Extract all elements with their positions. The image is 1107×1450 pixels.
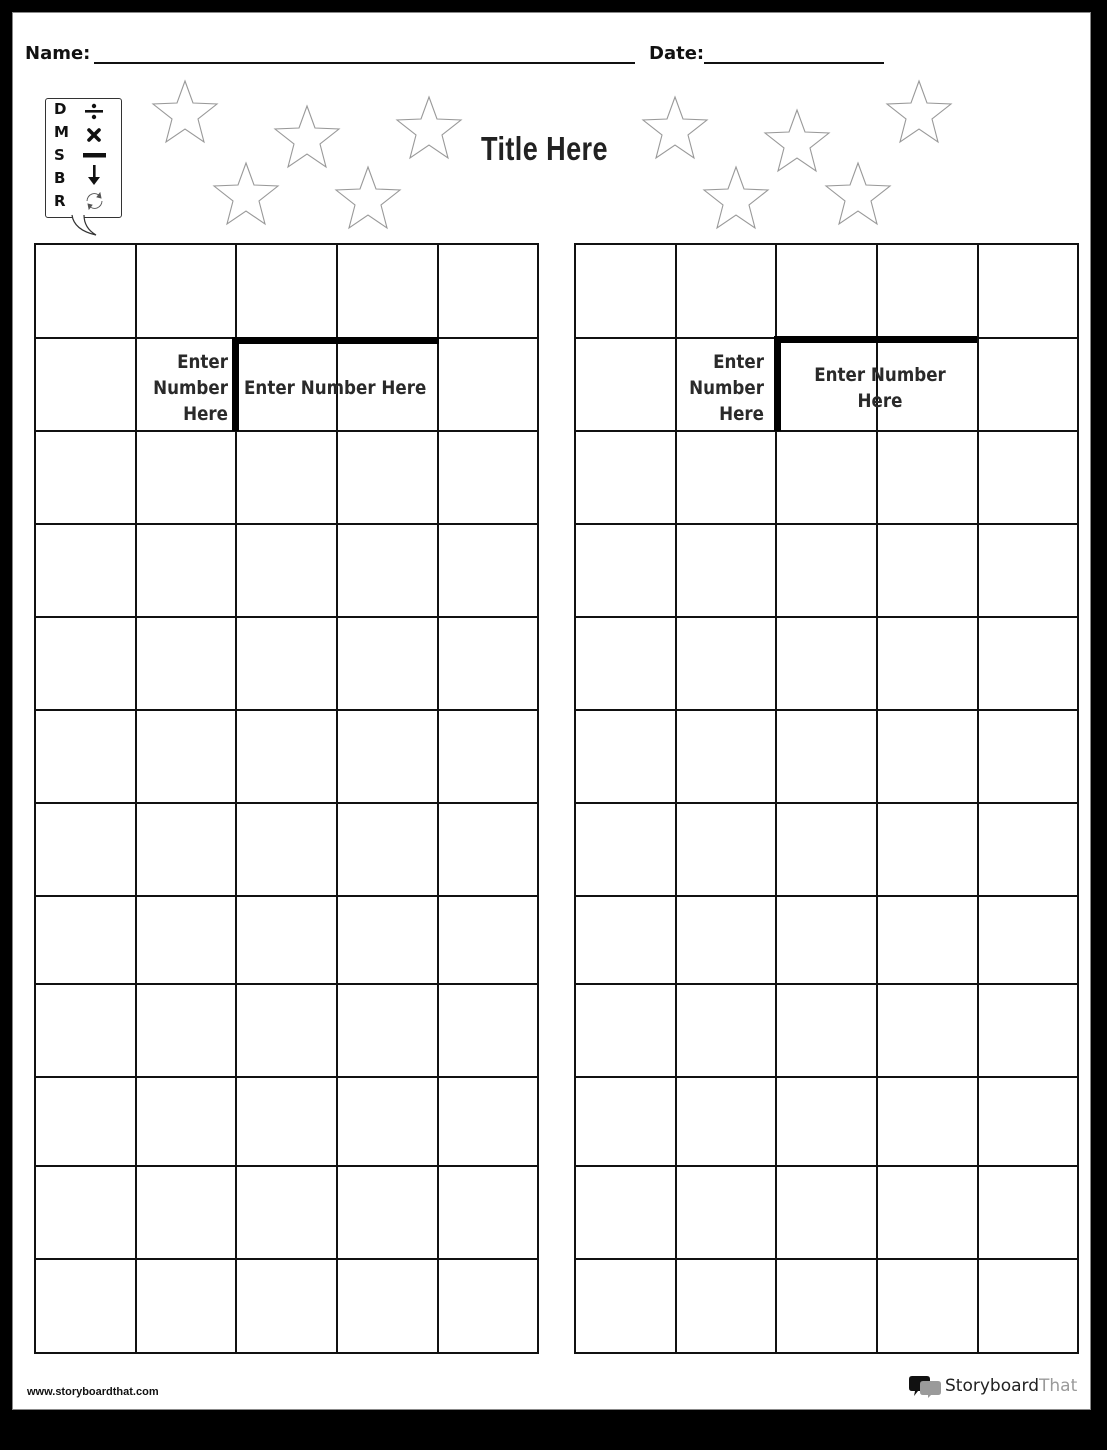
decorative-stars bbox=[0, 0, 1107, 240]
division-bracket-top bbox=[774, 336, 977, 343]
page-title[interactable]: Title Here bbox=[481, 130, 608, 167]
star-icon bbox=[336, 167, 400, 228]
star-icon bbox=[887, 81, 951, 142]
star-icon bbox=[214, 163, 278, 224]
dividend-input[interactable]: Enter Number Here bbox=[814, 364, 946, 412]
star-icon bbox=[704, 167, 768, 228]
dmsbr-letter-m: M bbox=[54, 123, 69, 141]
dmsbr-letter-d: D bbox=[54, 100, 67, 118]
division-bracket-top bbox=[232, 337, 439, 344]
date-label: Date: bbox=[649, 43, 705, 64]
dmsbr-letter-b: B bbox=[54, 169, 66, 187]
brand-secondary: That bbox=[1039, 1376, 1078, 1396]
left-long-division-grid[interactable] bbox=[34, 243, 539, 1354]
dmsbr-letter-r: R bbox=[54, 192, 66, 210]
star-icon bbox=[765, 110, 829, 171]
dividend-input[interactable]: Enter Number Here bbox=[244, 377, 427, 399]
star-icon bbox=[397, 97, 461, 158]
divisor-input[interactable]: Enter Number Here bbox=[153, 351, 228, 425]
dmsbr-letter-s: S bbox=[54, 146, 65, 164]
divisor-input[interactable]: Enter Number Here bbox=[689, 351, 764, 425]
name-label: Name: bbox=[25, 43, 91, 64]
chat-bubbles-icon bbox=[909, 1374, 943, 1398]
star-icon bbox=[153, 81, 217, 142]
right-long-division-grid[interactable] bbox=[574, 243, 1079, 1354]
footer-url[interactable]: www.storyboardthat.com bbox=[27, 1386, 159, 1398]
star-icon bbox=[275, 106, 339, 167]
division-bracket-side bbox=[774, 336, 781, 431]
storyboardthat-logo[interactable] bbox=[909, 1374, 1077, 1398]
brand-primary: Storyboard bbox=[945, 1376, 1039, 1396]
star-icon bbox=[826, 163, 890, 224]
division-bracket-side bbox=[232, 337, 239, 431]
star-icon bbox=[643, 97, 707, 158]
